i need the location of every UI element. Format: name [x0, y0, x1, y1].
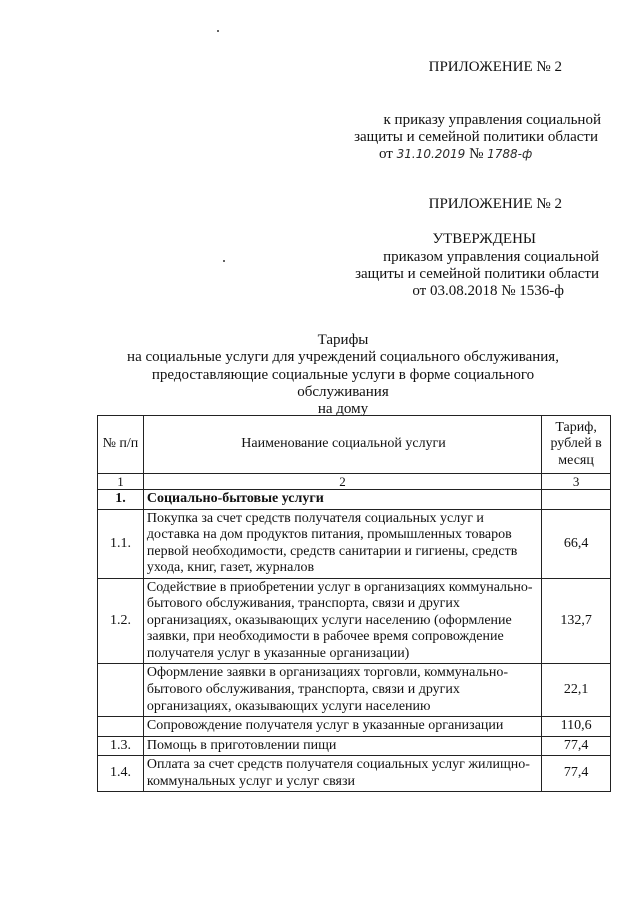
- title-line-4: на дому: [317, 401, 369, 417]
- row-price: 132,7: [542, 578, 611, 664]
- col-number: 3: [542, 474, 611, 490]
- row-name: Покупка за счет средств получателя социальных услуг и доставка на дом продуктов питания, промышленных товаров первой необходимости, средств санитарии и гигиены, средств ухода, книг, газет, журналов: [143, 509, 541, 578]
- row-name: Оплата за счет средств получателя социальных услуг жилищно-коммунальных услуг и услуг связи: [143, 756, 541, 792]
- doc-title: [118, 332, 568, 418]
- appendix-label-1: ПРИЛОЖЕНИЕ № 2: [428, 59, 562, 75]
- approved-line-2: защиты и семейной политики области: [355, 266, 599, 282]
- handwritten-date: 31.10.2019: [396, 147, 466, 161]
- scan-speck: [217, 30, 219, 32]
- handwritten-number: 1788-ф: [487, 147, 533, 161]
- row-num: 1.1.: [98, 509, 144, 578]
- row-price: 66,4: [542, 509, 611, 578]
- table-row: [98, 736, 611, 756]
- row-num: 1.2.: [98, 578, 144, 664]
- order-ref-line-3: [379, 147, 532, 163]
- scan-speck: [223, 260, 225, 262]
- row-price: 110,6: [542, 717, 611, 737]
- approved-line-3: от 03.08.2018 № 1536-ф: [412, 283, 564, 299]
- number-label: №: [469, 146, 484, 162]
- table-row: [98, 756, 611, 792]
- row-price: 77,4: [542, 756, 611, 792]
- order-ref-line-2: защиты и семейной политики области: [354, 129, 598, 145]
- table-row: [98, 664, 611, 717]
- title-line-2: на социальные услуги для учреждений социального обслуживания,: [127, 349, 559, 366]
- title-line-3: предоставляющие социальные услуги в форме социального обслуживания: [151, 366, 535, 400]
- table-row: [98, 509, 611, 578]
- from-label: от: [379, 146, 393, 162]
- row-price: 77,4: [542, 736, 611, 756]
- section-num: 1.: [98, 490, 144, 510]
- row-name: Сопровождение получателя услуг в указанные организации: [143, 717, 541, 737]
- title-line-1: Тарифы: [317, 332, 369, 348]
- row-price: 22,1: [542, 664, 611, 717]
- table-row: [98, 578, 611, 664]
- approved-label: УТВЕРЖДЕНЫ: [432, 231, 536, 247]
- row-name: Оформление заявки в организациях торговли, коммунально-бытового обслуживания, транспорта, связи и других организациях, оказывающих услуги населению: [143, 664, 541, 717]
- appendix-label-2: ПРИЛОЖЕНИЕ № 2: [428, 196, 562, 212]
- order-ref-line-1: к приказу управления социальной: [383, 112, 601, 128]
- section-row: [98, 490, 611, 510]
- header-tariff: Тариф, рублей в месяц: [542, 416, 611, 474]
- header-name: Наименование социальной услуги: [143, 416, 541, 474]
- section-name: Социально-бытовые услуги: [143, 490, 541, 510]
- header-num: № п/п: [98, 416, 144, 474]
- section-price: [542, 490, 611, 510]
- table-header-row: [98, 416, 611, 474]
- row-num: 1.4.: [98, 756, 144, 792]
- col-number: 1: [98, 474, 144, 490]
- col-number: 2: [143, 474, 541, 490]
- tariff-table: [97, 415, 611, 792]
- row-num: 1.3.: [98, 736, 144, 756]
- row-num: [98, 717, 144, 737]
- row-num: [98, 664, 144, 717]
- row-name: Содействие в приобретении услуг в организациях коммунально-бытового обслуживания, транспорта, связи и других организациях, оказывающих услуги населению (оформление заявки, при необходимости в рабочее время сопровождение получателя услуг в указанные организации): [143, 578, 541, 664]
- approved-line-1: приказом управления социальной: [383, 249, 599, 265]
- row-name: Помощь в приготовлении пищи: [143, 736, 541, 756]
- column-number-row: [98, 474, 611, 490]
- table-row: [98, 717, 611, 737]
